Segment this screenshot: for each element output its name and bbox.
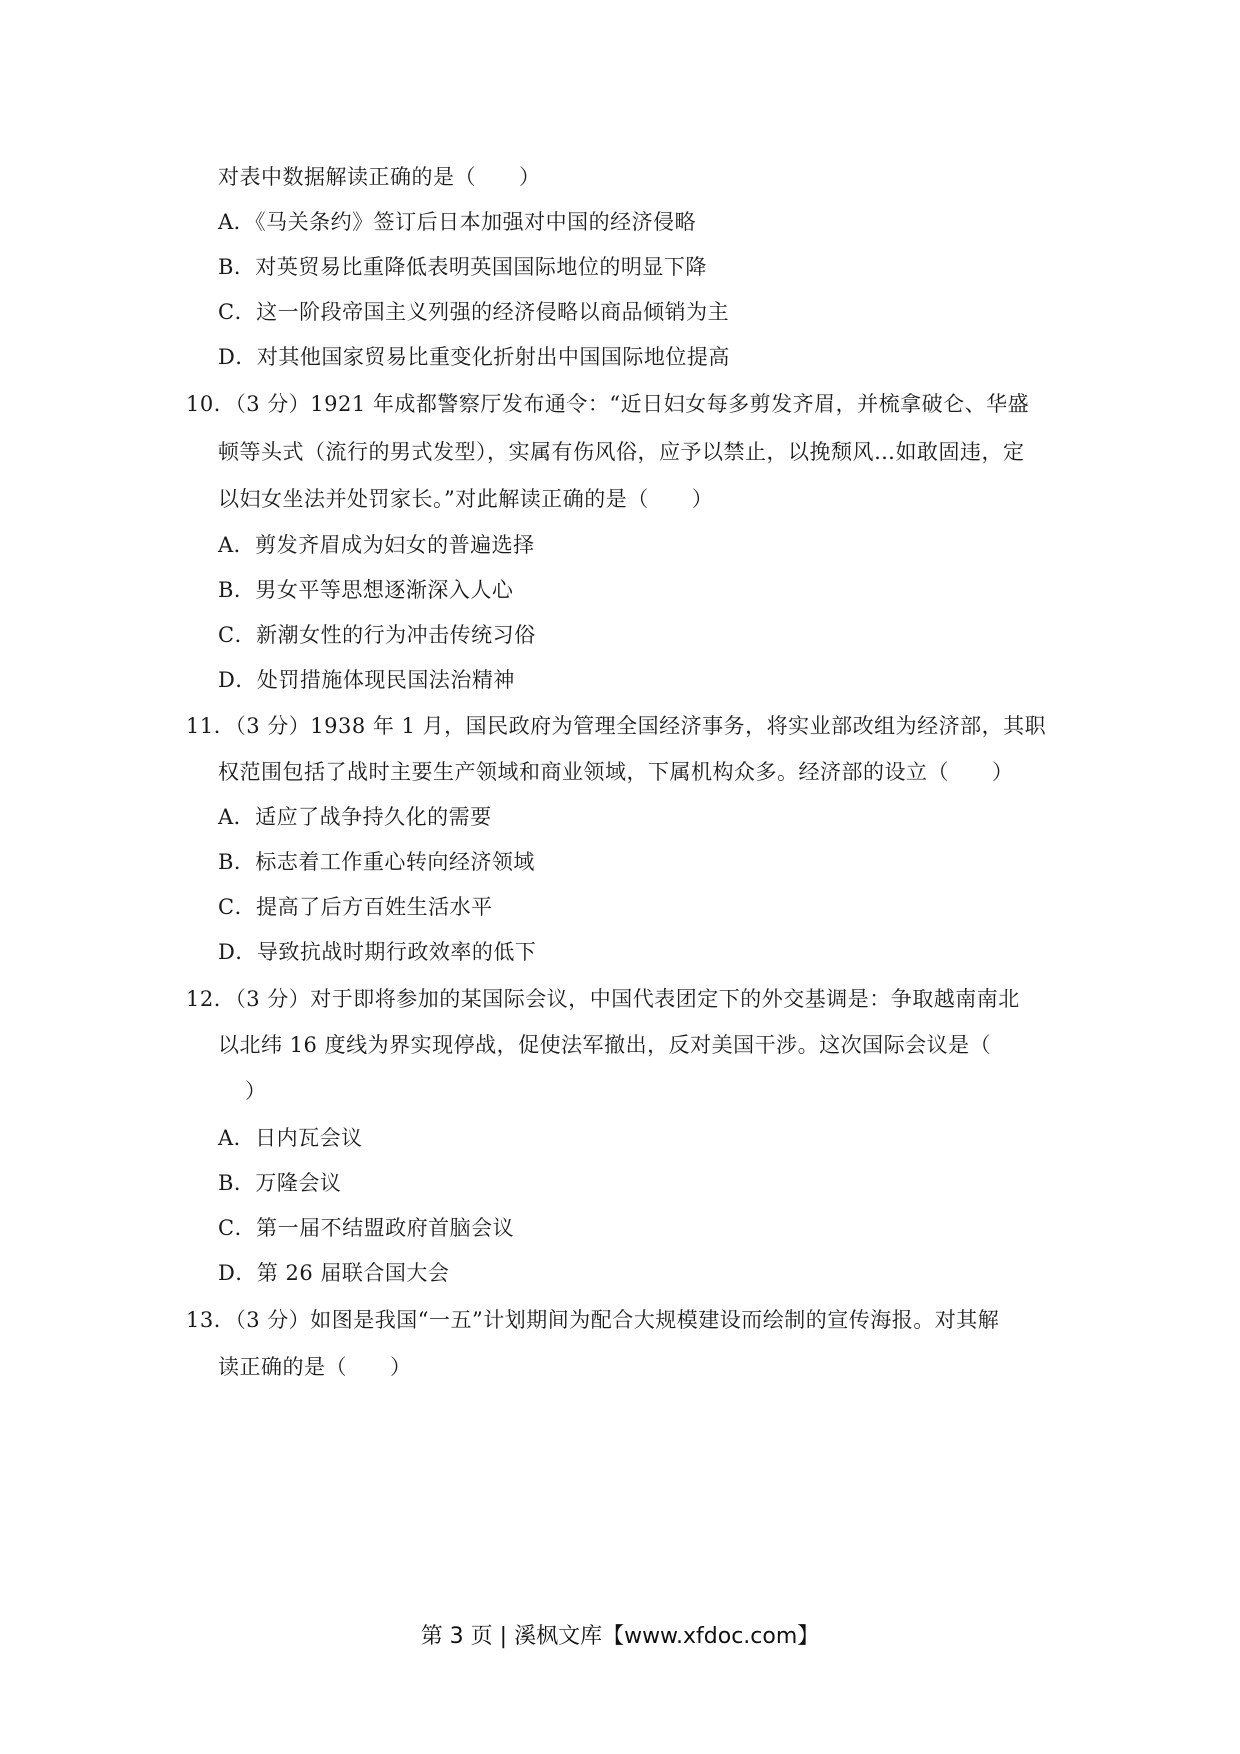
question-12-option-b: B．万隆会议 xyxy=(218,1171,342,1195)
question-stem-line: 对表中数据解读正确的是（ ） xyxy=(218,165,541,189)
question-11-option-d: D．导致抗战时期行政效率的低下 xyxy=(218,940,537,964)
option-b: B．对英贸易比重降低表明英国国际地位的明显下降 xyxy=(218,255,707,279)
question-10-line-2: 顿等头式（流行的男式发型），实属有伤风俗，应予以禁止，以挽颓风…如敢固违，定 xyxy=(218,440,1025,464)
question-12-line-2: 以北纬 16 度线为界实现停战，促使法军撤出，反对美国干涉。这次国际会议是（ xyxy=(218,1033,992,1057)
question-12-option-d: D．第 26 届联合国大会 xyxy=(218,1261,450,1285)
question-10-option-c: C．新潮女性的行为冲击传统习俗 xyxy=(218,623,536,647)
question-11-option-c: C．提高了后方百姓生活水平 xyxy=(218,895,493,919)
question-11-option-b: B．标志着工作重心转向经济领域 xyxy=(218,850,535,874)
question-12-line-1: 12．（3 分）对于即将参加的某国际会议，中国代表团定下的外交基调是：争取越南南北 xyxy=(186,987,1020,1011)
question-11-line-2: 权范围包括了战时主要生产领域和商业领域，下属机构众多。经济部的设立（ ） xyxy=(218,760,1014,784)
question-12-line-3: ） xyxy=(245,1079,267,1103)
option-d: D．对其他国家贸易比重变化折射出中国国际地位提高 xyxy=(218,345,730,369)
question-13-line-1: 13．（3 分）如图是我国“一五”计划期间为配合大规模建设而绘制的宣传海报。对其解 xyxy=(186,1308,1000,1332)
question-13-line-2: 读正确的是（ ） xyxy=(218,1355,412,1379)
question-10-line-3: 以妇女坐法并处罚家长。”对此解读正确的是（ ） xyxy=(218,487,714,511)
question-10-line-1: 10．（3 分）1921 年成都警察厅发布通令：“近日妇女每多剪发齐眉，并梳拿破仑、华盛 xyxy=(186,392,1030,416)
question-12-option-c: C．第一届不结盟政府首脑会议 xyxy=(218,1216,515,1240)
page-footer: 第 3 页 | 溪枫文库【www.xfdoc.com】 xyxy=(420,1624,820,1649)
question-11-line-1: 11．（3 分）1938 年 1 月，国民政府为管理全国经济事务，将实业部改组为经济部，其职 xyxy=(186,714,1047,738)
question-10-option-b: B．男女平等思想逐渐深入人心 xyxy=(218,578,514,602)
question-10-option-a: A．剪发齐眉成为妇女的普遍选择 xyxy=(218,533,535,557)
option-c: C．这一阶段帝国主义列强的经济侵略以商品倾销为主 xyxy=(218,300,730,324)
question-11-option-a: A．适应了战争持久化的需要 xyxy=(218,805,492,829)
option-a: A．《马关条约》签订后日本加强对中国的经济侵略 xyxy=(218,210,697,234)
question-10-option-d: D．处罚措施体现民国法治精神 xyxy=(218,668,515,692)
question-12-option-a: A．日内瓦会议 xyxy=(218,1126,363,1150)
